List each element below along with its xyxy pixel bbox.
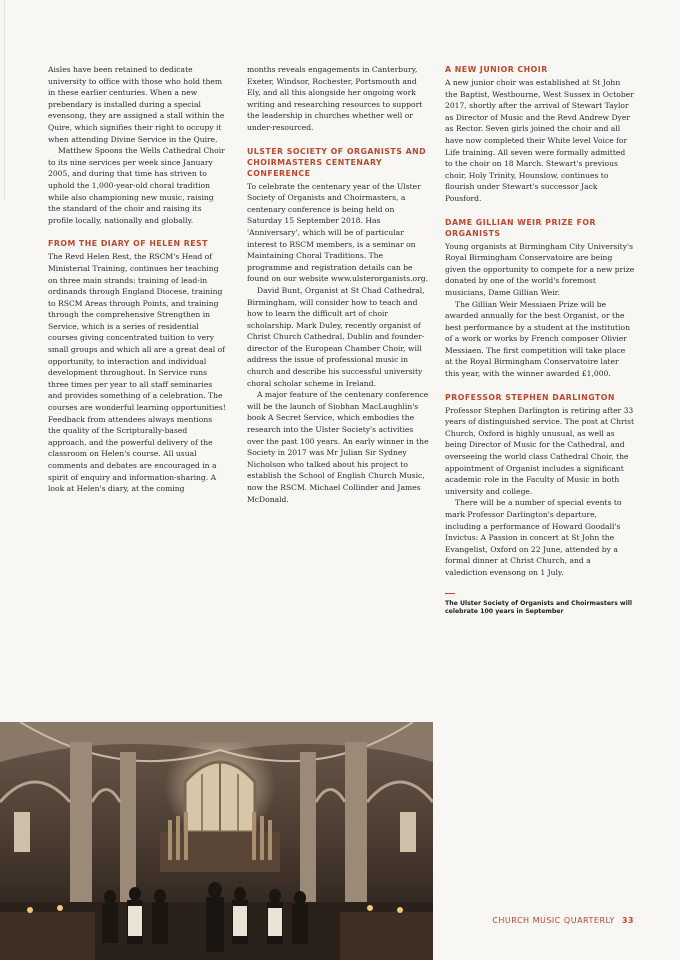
paragraph: To celebrate the centenary year of the Ulster Society of Organists and Choirmasters, a centenary conference is being held on Saturday 15 September 2018. Has 'Anniversary', which will be of particular interest to RSCM members, is a seminar on Maintaining Choral Traditions. The programme and registration details can be found on our website www.ulsterorganists.org.: [247, 181, 429, 284]
caption-rule: [445, 593, 455, 594]
paragraph: David Bunt, Organist at St Chad Cathedral, Birmingham, will consider how to teach and how to learn the difficult art of choir scholarship. Mark Duley, recently organist of Christ Church Cathedral, Dublin and founder-director of the European Chamber Choir, will address the issue of professional music in church and describe his successful university choral scholar scheme in Ireland.: [247, 285, 425, 388]
paragraph: The Revd Helen Rest, the RSCM's Head of Ministerial Training, continues her teaching on three main strands: training of lead-in ordinands through England Diocese, training to RSCM Areas through Points, and training through the comprehensive Strengthen in Service, which is a series of residential courses giving concentrated tuition to very small groups and which all are a great deal of opportunity, to interaction and individual development throughout. In Service runs three times per year to all staff seminaries and provides something of a celebration. The courses are wonderful learning opportunities! Feedback from attendees always mentions the quality of the Scripturally-based approach, and the powerful delivery of the classroom on Helen's course. All usual comments and debates are encouraged in a spirit of enquiry and information-sharing. A look at Helen's diary, at the coming: [48, 252, 226, 494]
section-heading: PROFESSOR STEPHEN DARLINGTON: [445, 392, 615, 402]
paragraph: Professor Stephen Darlington is retiring after 33 years of distinguished service. The post at Christ Church, Oxford is highly unusual, as well as being Director of Music for the Cathedral, and overseeing the world class Cathedral Choir, the appointment of Organist includes a significant academic role in the Faculty of Music in both university and college.: [445, 405, 635, 496]
page-edge-line: [4, 0, 5, 200]
column-3: [445, 64, 635, 617]
section-heading: DAME GILLIAN WEIR PRIZE FOR ORGANISTS: [445, 217, 597, 238]
page-number: 33: [621, 916, 634, 925]
column-2: [247, 64, 430, 505]
paragraph: Aisles have been retained to dedicate university to office with those who hold them in these earlier centuries. When a new prebendary is installed during a special evensong, they are assigned a stall within the Quire, which signifies their right to occupy it when attending Divine Service in the Quire.: [48, 65, 225, 144]
column-1: [48, 64, 226, 495]
section-heading: ULSTER SOCIETY OF ORGANISTS AND CHOIRMASTERS CENTENARY CONFERENCE: [247, 146, 427, 178]
choir-church-photo: [0, 722, 433, 960]
section-heading: A NEW JUNIOR CHOIR: [445, 65, 548, 74]
paragraph: Matthew Spoons the Wells Cathedral Choir to its nine services per week since January 2005, and during that time has striven to uphold the 1,000-year-old choral tradition while also championing new music, raising the standard of the choir and raising its profile locally, nationally and globally.: [48, 146, 225, 225]
magazine-quarterly: QUARTERLY: [563, 916, 615, 925]
paragraph: months reveals engagements in Canterbury, Exeter, Windsor, Rochester, Portsmouth and Ely, and all this alongside her ongoing work writing and researching resources to support the leadership in churches whether well or under-resourced.: [247, 65, 423, 132]
paragraph: Young organists at Birmingham City University's Royal Birmingham Conservatoire are being given the opportunity to compete for a new prize donated by one of the world's foremost musicians, Dame Gillian Weir.: [445, 241, 635, 297]
paragraph: The Gillian Weir Messiaen Prize will be awarded annually for the best Organist, or the best performance by a student at the institution of a work or works by French composer Olivier Messiaen. The first competition will take place at the Royal Birmingham Conservatoire later this year, with the winner awarded £1,000.: [445, 299, 630, 379]
paragraph: There will be a number of special events to mark Professor Darlington's departure, including a performance of Howard Goodall's Invictus: A Passion in concert at St John the Evangelist, Oxford on 22 June, attended by a formal dinner at Christ Church, and a valediction evensong on 1 July.: [445, 498, 622, 577]
photo-caption: The Ulster Society of Organists and Choirmasters will celebrate 100 years in September: [445, 599, 632, 616]
magazine-name: CHURCH MUSIC: [492, 916, 561, 925]
paragraph: A major feature of the centenary conference will be the launch of Siobhan MacLaughlin's book A Secret Service, which embodies the research into the Ulster Society's activities over the past 100 years. An early winner in the Society in 2017 was Mr Julian Sir Sydney Nicholson who talked about his project to establish the School of English Church Music, now the RSCM. Michael Collinder and James McDonald.: [247, 390, 429, 504]
section-heading: FROM THE DIARY OF HELEN REST: [48, 239, 208, 249]
church-interior-illustration: [0, 722, 433, 960]
page-footer: [492, 916, 634, 925]
paragraph: A new junior choir was established at St John the Baptist, Westbourne, West Sussex in October 2017, shortly after the arrival of Stewart Taylor as Director of Music and the Revd Andrew Dyer as Rector. Seven girls joined the choir and all have now completed their White level Voice for Life training. All seven were formally admitted to the choir on 18 March. Stewart's previous choir, Holy Trinity, Hounslow, continues to flourish under Stewart's successor Jack Pousford.: [445, 78, 634, 203]
